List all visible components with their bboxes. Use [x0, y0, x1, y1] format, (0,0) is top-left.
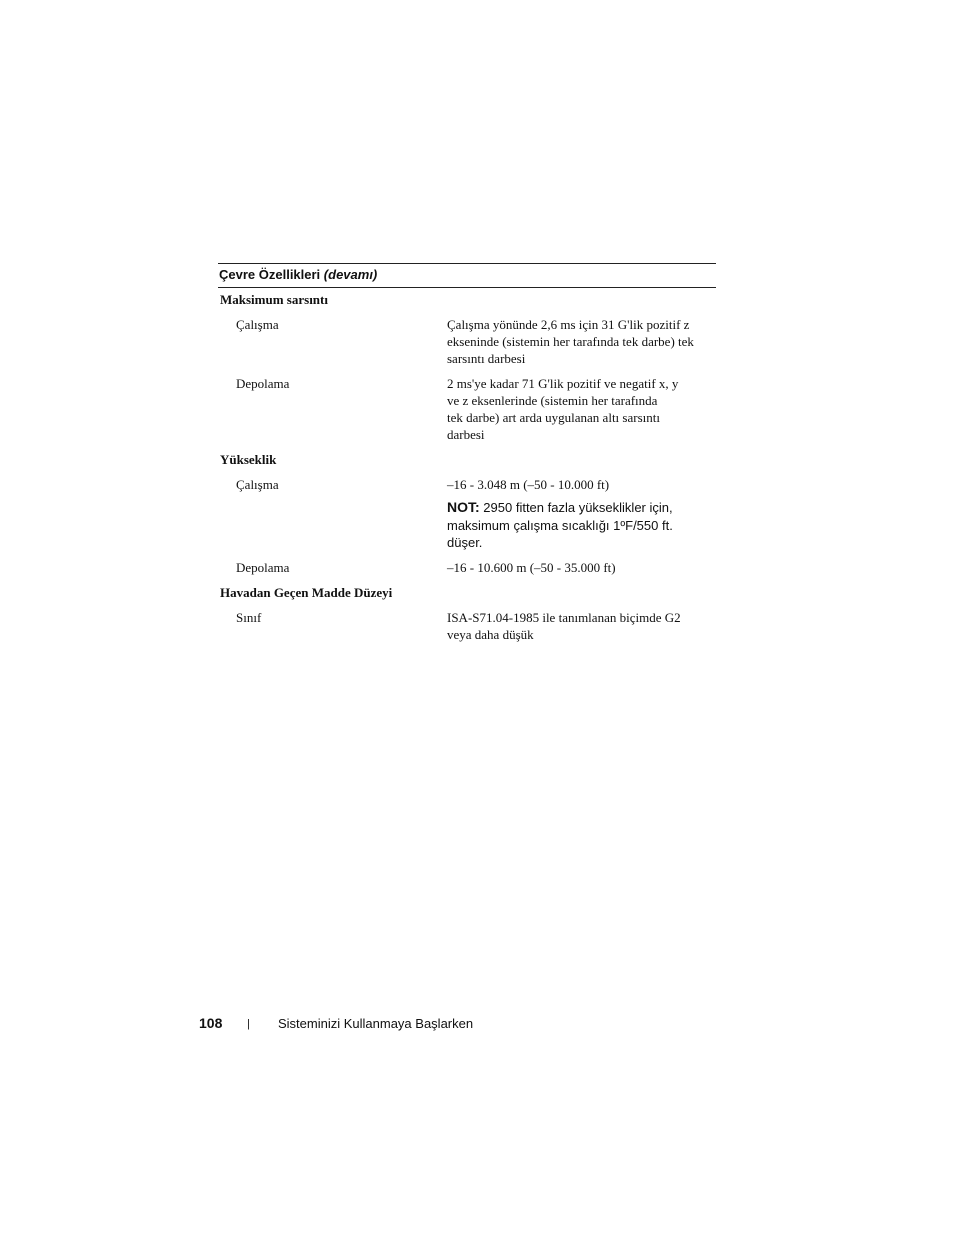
section-heading-airborne-contaminant: Havadan Geçen Madde Düzeyi [220, 585, 393, 600]
footer-separator: | [247, 1018, 250, 1030]
value-line: –16 - 10.600 m (–50 - 35.000 ft) [447, 560, 616, 575]
table-title-text: Çevre Özellikleri [219, 267, 321, 282]
value-line: 2 ms'ye kadar 71 G'lik pozitif ve negatif x, y [447, 376, 679, 391]
table-header [218, 263, 716, 288]
value-line: sarsıntı darbesi [447, 351, 526, 366]
altitude-note [447, 499, 717, 552]
value-line: ISA-S71.04-1985 ile tanımlanan biçimde G2 [447, 610, 681, 625]
row-label-altitude-storage: Depolama [236, 560, 290, 575]
row-value-altitude-operating [447, 476, 717, 493]
section-heading-max-shock: Maksimum sarsıntı [220, 292, 328, 307]
row-label-altitude-operating: Çalışma [236, 477, 279, 492]
value-line: Çalışma yönünde 2,6 ms için 31 G'lik pozitif z [447, 317, 690, 332]
note-line: maksimum çalışma sıcaklığı 1ºF/550 ft. [447, 517, 673, 533]
row-value-class [447, 609, 717, 643]
value-line: –16 - 3.048 m (–50 - 10.000 ft) [447, 477, 610, 492]
value-line: ekseninde (sistemin her tarafında tek darbe) tek [447, 334, 694, 349]
row-value-altitude-storage [447, 559, 717, 576]
row-label-class: Sınıf [236, 610, 262, 625]
row-value-shock-storage [447, 375, 717, 443]
section-heading-altitude: Yükseklik [220, 452, 277, 467]
value-line: ve z eksenlerinde (sistemin her tarafında [447, 393, 658, 408]
table-title-continued: (devamı) [323, 267, 378, 282]
value-line: veya daha düşük [447, 627, 534, 642]
row-label-shock-storage: Depolama [236, 376, 290, 391]
value-line: darbesi [447, 427, 485, 442]
table-title [219, 267, 377, 282]
row-label-shock-operating: Çalışma [236, 317, 279, 332]
row-value-shock-operating [447, 316, 717, 367]
note-label: NOT: [447, 499, 480, 515]
note-line [447, 499, 717, 517]
footer-chapter-title: Sisteminizi Kullanmaya Başlarken [278, 1016, 474, 1031]
note-line: düşer. [447, 535, 483, 550]
note-text: 2950 fitten fazla yükseklikler için, [483, 500, 673, 515]
page-number: 108 [199, 1015, 223, 1031]
value-line: tek darbe) art arda uygulanan altı sarsıntı [447, 410, 660, 425]
